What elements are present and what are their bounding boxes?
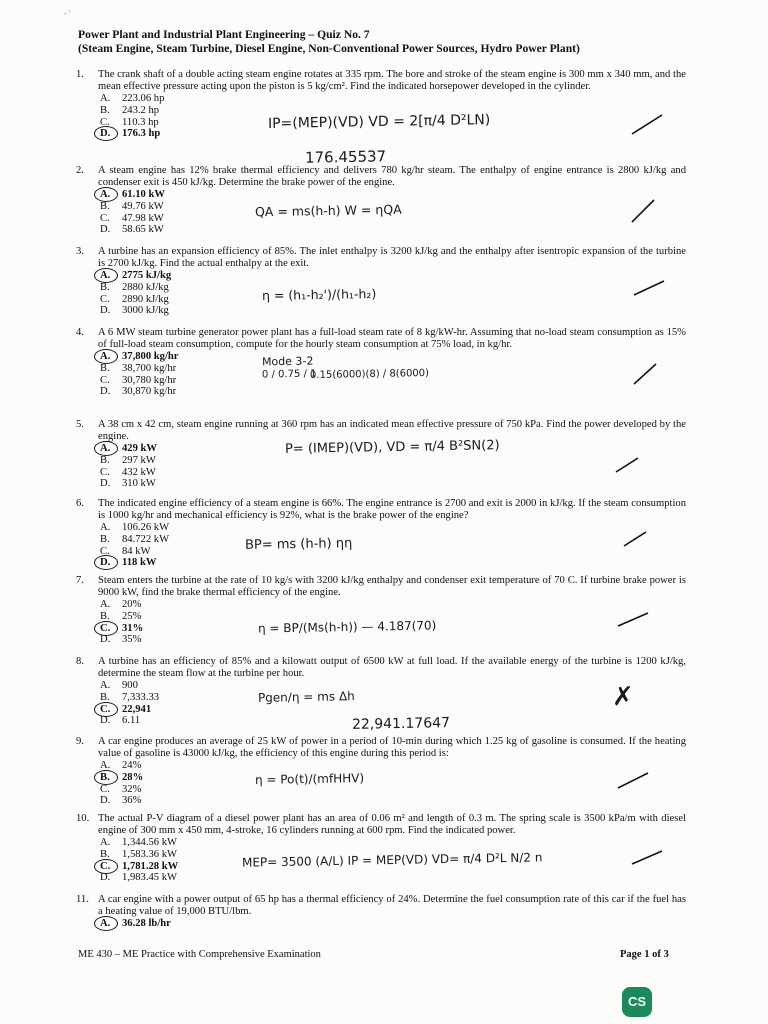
option-c-selected[interactable]: C. 31% [100, 623, 686, 635]
camscanner-logo-icon: CS [622, 987, 652, 1017]
question-text: A 6 MW steam turbine generator power plant has a full-load steam rate of 8 kg/kW-hr. Assuming that no-load steam consumption as 15% of full-load steam consumption, compute for the hourly steam consumption at 75% load, in kg/hr. [98, 327, 686, 351]
question-number: 6. [76, 498, 84, 509]
option-list [100, 760, 686, 806]
option-c-selected[interactable]: C. 1,781.28 kW [100, 861, 686, 873]
question-number: 2. [76, 165, 84, 176]
option-d[interactable]: D. 6.11 [100, 715, 141, 727]
handwritten-formula: P= (IMEP)(VD), VD = π/4 B²SN(2) [284, 438, 500, 457]
question-text: A steam engine has 12% brake thermal efficiency and delivers 780 kg/hr steam. The enthalpy of engine entrance is 2800 kJ/kg and condenser exit is 450 kJ/kg. Determine the brake power of the engine. [98, 165, 686, 189]
option-d[interactable]: D. 1,983.45 kW [100, 872, 178, 884]
check-mark-icon [630, 112, 664, 138]
option-c[interactable]: C. 84 kW [100, 545, 151, 557]
option-d[interactable]: D. 310 kW [100, 478, 156, 490]
quiz-title-line1: Power Plant and Industrial Plant Engineering – Quiz No. 7 [78, 28, 370, 41]
option-d[interactable]: D. 58.65 kW [100, 224, 164, 236]
option-b[interactable]: B. 297 kW [100, 455, 156, 466]
option-list [100, 522, 686, 568]
question-number: 5. [76, 419, 84, 430]
question-number: 1. [76, 69, 84, 80]
option-a[interactable]: A. 24% [100, 760, 142, 772]
option-d-selected[interactable]: D. 176.3 hp [100, 128, 686, 140]
option-a[interactable]: A. 20% [100, 599, 142, 611]
option-d[interactable]: D. 36% [100, 795, 142, 807]
quiz-title-line2: (Steam Engine, Steam Turbine, Diesel Engine, Non-Conventional Power Sources, Hydro Power Plant) [78, 42, 580, 55]
handwritten-answer: 22,941.17647 [351, 715, 451, 733]
question-6 [76, 498, 686, 569]
handwritten-formula: η = Po(t)/(mfHHV) [254, 771, 365, 787]
option-d[interactable]: D. 35% [100, 634, 142, 646]
handwritten-answer: 176.45537 [304, 147, 387, 167]
question-text: Steam enters the turbine at the rate of 10 kg/s with 3200 kJ/kg enthalpy and condenser exit temperature of 70 C. If turbine brake power is 9000 kW, find the brake thermal efficiency of the engine. [98, 575, 686, 599]
option-b[interactable]: B. 243.2 hp [100, 105, 160, 116]
handwritten-formula: IP=(MEP)(VD) VD = 2[π/4 D²LN) [267, 112, 491, 132]
question-number: 9. [76, 736, 84, 747]
check-mark-icon [630, 198, 656, 224]
option-c-selected[interactable]: C. 22,941 [100, 704, 686, 716]
option-d[interactable]: D. 3000 kJ/kg [100, 305, 169, 317]
quiz-title [78, 28, 698, 56]
option-b[interactable]: B. 1,583.36 kW [100, 849, 178, 860]
option-b[interactable]: B. 38,700 kg/hr [100, 363, 177, 374]
option-d-selected[interactable]: D. 118 kW [100, 557, 686, 569]
option-c[interactable]: C. 32% [100, 783, 142, 795]
page-number: Page 1 of 3 [620, 949, 669, 960]
question-3 [76, 246, 686, 317]
question-11 [76, 894, 686, 930]
check-mark-icon [614, 456, 640, 474]
handwritten-formula: η = (h₁-h₂')/(h₁-h₂) [261, 286, 377, 303]
handwritten-formula: η = BP/(Ms(h-h)) — 4.187(70) [257, 618, 437, 636]
question-10 [76, 813, 686, 884]
question-2 [76, 165, 686, 236]
question-text: A 38 cm x 42 cm, steam engine running at 360 rpm has an indicated mean effective pressure of 750 kPa. Find the power developed by the engine. [98, 419, 686, 443]
option-a-selected[interactable]: A. 2775 kJ/kg [100, 270, 686, 282]
option-c[interactable]: C. 2890 kJ/kg [100, 293, 169, 305]
question-text: The actual P-V diagram of a diesel power plant has an area of 0.06 m² and length of 0.3 m. The spring scale is 3500 kPa/m with diesel engine of 300 mm x 450 mm, 4-stroke, 16 cylinders running at 600 rpm. Find the indicated power. [98, 813, 686, 837]
question-number: 10. [76, 813, 90, 824]
handwritten-formula: MEP= 3500 (A/L) IP = MEP(VD) VD= π/4 D²L N/2 n [241, 850, 543, 870]
question-number: 3. [76, 246, 84, 257]
option-list [100, 918, 686, 930]
option-b[interactable]: B. 25% [100, 611, 142, 622]
check-mark-icon [630, 848, 664, 866]
check-mark-icon [632, 278, 666, 298]
option-b[interactable]: B. 84.722 kW [100, 534, 170, 545]
check-mark-icon [616, 610, 650, 628]
option-a[interactable]: A. 106.26 kW [100, 522, 170, 534]
handwritten-formula: BP= ms (h-h) ηη [244, 536, 353, 553]
option-a-selected[interactable]: A. 36.28 lb/hr [100, 918, 686, 930]
handwritten-note: 0.15(6000)(8) / 8(6000) [309, 367, 430, 382]
option-a-selected[interactable]: A. 429 kW [100, 443, 686, 455]
question-number: 8. [76, 656, 84, 667]
question-text: A car engine with a power output of 65 hp has a thermal efficiency of 24%. Determine the fuel consumption rate of this car if the fuel has a heating value of 19,000 BTU/lbm. [98, 894, 686, 918]
option-b-selected[interactable]: B. 28% [100, 772, 686, 784]
option-c[interactable]: C. 30,780 kg/hr [100, 374, 177, 386]
course-footer: ME 430 – ME Practice with Comprehensive Examination [78, 949, 321, 960]
question-4 [76, 327, 686, 398]
handwritten-note: 0 / 0.75 / 1 [261, 368, 317, 381]
option-b[interactable]: B. 7,333.33 [100, 692, 160, 703]
check-mark-icon [616, 770, 650, 790]
option-a-selected[interactable]: A. 61.10 kW [100, 189, 686, 201]
question-text: The indicated engine efficiency of a steam engine is 66%. The engine entrance is 2700 and exit is 2000 in kJ/kg. If the steam consumption is 1000 kg/hr and mechanical efficiency is 92%, what is the brake power of the engine? [98, 498, 686, 522]
question-number: 11. [76, 894, 89, 905]
option-c[interactable]: C. 432 kW [100, 466, 156, 478]
question-text: A turbine has an efficiency of 85% and a kilowatt output of 6500 kW at full load. If the available energy of the turbine is 1200 kJ/kg, determine the steam flow at the turbine per hour. [98, 656, 686, 680]
question-text: A car engine produces an average of 25 kW of power in a period of 10-min during which 1.25 kg of gasoline is consumed. If the heating value of gasoline is 43000 kJ/kg, the efficiency of this engine during this period is: [98, 736, 686, 760]
handwritten-formula: Pgen/η = ms Δh [257, 689, 355, 705]
option-a[interactable]: A. 223.06 hp [100, 93, 165, 105]
question-7 [76, 575, 686, 646]
option-a[interactable]: A. 900 [100, 680, 138, 692]
option-a[interactable]: A. 1,344.56 kW [100, 837, 178, 849]
handwritten-note: Mode 3-2 [261, 354, 314, 369]
option-a-selected[interactable]: A. 37,800 kg/hr [100, 351, 686, 363]
question-9 [76, 736, 686, 807]
question-text: A turbine has an expansion efficiency of 85%. The inlet enthalpy is 3200 kJ/kg and the enthalpy after isentropic expansion of the turbine is 2700 kJ/kg. Find the actual enthalpy at the exit. [98, 246, 686, 270]
check-mark-icon [632, 362, 658, 386]
wrong-mark-icon: ✗ [611, 681, 635, 713]
question-number: 4. [76, 327, 84, 338]
option-b[interactable]: B. 2880 kJ/kg [100, 282, 169, 293]
corner-mark: - ' [64, 9, 71, 18]
option-b[interactable]: B. 49.76 kW [100, 201, 164, 212]
option-c[interactable]: C. 110.3 hp [100, 116, 159, 128]
handwritten-formula: QA = ms(h-h) W = ηQA [254, 201, 402, 220]
check-mark-icon [622, 530, 648, 548]
question-text: The crank shaft of a double acting steam engine rotates at 335 rpm. The bore and stroke of the steam engine is 300 mm x 340 mm, and the mean effective pressure acting upon the piston is 5 kg/cm². Find the indicated horsepower developed in the cylinder. [98, 69, 686, 93]
option-list [100, 270, 686, 316]
question-number: 7. [76, 575, 84, 586]
option-c[interactable]: C. 47.98 kW [100, 212, 164, 224]
option-d[interactable]: D. 30,870 kg/hr [100, 386, 177, 398]
